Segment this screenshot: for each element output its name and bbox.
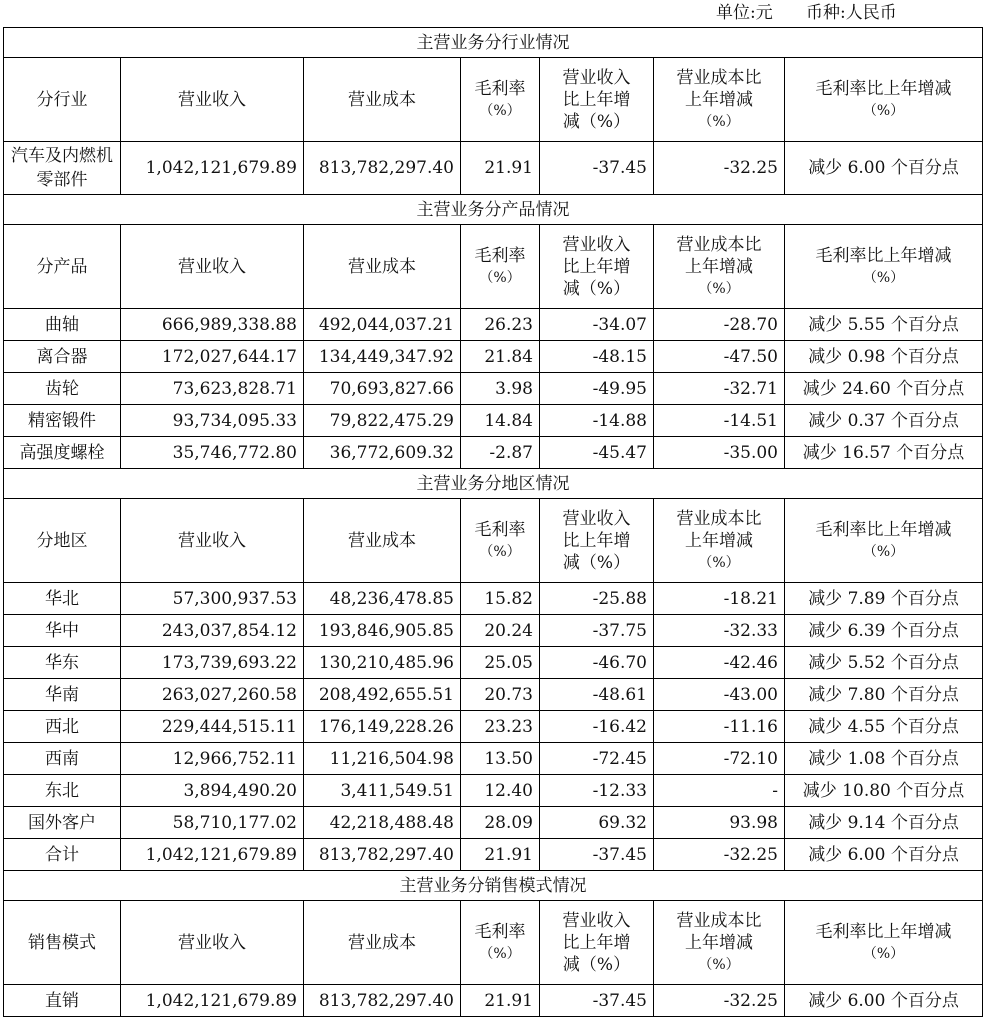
header-cost-change xyxy=(654,225,785,309)
table-row xyxy=(4,647,983,679)
row-revenue-change: -45.47 xyxy=(540,437,654,469)
row-cost: 48,236,478.85 xyxy=(304,583,461,615)
header-cost-chg-line2: 上年增减 xyxy=(685,89,753,110)
header-revenue: 营业收入 xyxy=(121,225,304,309)
row-cost: 11,216,504.98 xyxy=(304,743,461,775)
table-body xyxy=(4,28,983,1017)
row-cost: 42,218,488.48 xyxy=(304,807,461,839)
row-cost: 492,044,037.21 xyxy=(304,309,461,341)
header-cost: 营业成本 xyxy=(304,499,461,583)
table-row xyxy=(4,711,983,743)
row-revenue-change: 69.32 xyxy=(540,807,654,839)
row-gross-margin: 20.24 xyxy=(461,615,540,647)
row-revenue-change: -37.45 xyxy=(540,142,654,195)
header-gm-line2: （%） xyxy=(479,269,521,286)
row-gm-change: 减少 0.37 个百分点 xyxy=(785,405,983,437)
row-gm-change: 减少 16.57 个百分点 xyxy=(785,437,983,469)
row-gross-margin: 12.40 xyxy=(461,775,540,807)
header-revenue-change xyxy=(540,225,654,309)
row-gross-margin: 23.23 xyxy=(461,711,540,743)
row-cost: 813,782,297.40 xyxy=(304,839,461,871)
header-cost-chg-line2: 上年增减 xyxy=(685,932,753,953)
row-cost-change: -32.71 xyxy=(654,373,785,405)
header-rev-chg-line2: 比上年增 xyxy=(562,256,631,277)
row-name: 合计 xyxy=(4,839,121,871)
row-gross-margin: 25.05 xyxy=(461,647,540,679)
section-title: 主营业务分销售模式情况 xyxy=(4,871,983,901)
row-revenue-change: -48.15 xyxy=(540,341,654,373)
row-name: 曲轴 xyxy=(4,309,121,341)
header-cost-chg-line3: （%） xyxy=(698,113,740,130)
row-cost: 813,782,297.40 xyxy=(304,142,461,195)
row-gross-margin: 21.91 xyxy=(461,985,540,1017)
table-row xyxy=(4,775,983,807)
unit-line xyxy=(0,0,987,27)
header-cost-change xyxy=(654,499,785,583)
header-rev-chg-line1: 营业收入 xyxy=(562,234,631,255)
section-title-row xyxy=(4,195,983,225)
table-row xyxy=(4,807,983,839)
row-gross-margin: 21.84 xyxy=(461,341,540,373)
row-cost-change: -32.25 xyxy=(654,985,785,1017)
header-rev-chg-line3: 减（%） xyxy=(562,954,631,975)
row-name: 汽车及内燃机零部件 xyxy=(4,142,121,195)
row-revenue: 172,027,644.17 xyxy=(121,341,304,373)
row-gm-change: 减少 5.52 个百分点 xyxy=(785,647,983,679)
row-revenue: 1,042,121,679.89 xyxy=(121,985,304,1017)
row-revenue-change: -12.33 xyxy=(540,775,654,807)
header-gm-change xyxy=(785,499,983,583)
row-name: 离合器 xyxy=(4,341,121,373)
row-revenue-change: -34.07 xyxy=(540,309,654,341)
header-cost-chg-line3: （%） xyxy=(698,956,740,973)
header-gm-chg-line2: （%） xyxy=(862,945,905,962)
header-cost-chg-line1: 营业成本比 xyxy=(676,910,762,931)
row-revenue: 3,894,490.20 xyxy=(121,775,304,807)
row-gross-margin: 21.91 xyxy=(461,142,540,195)
header-revenue-change xyxy=(540,901,654,985)
header-gross-margin xyxy=(461,58,540,142)
row-cost-change: -14.51 xyxy=(654,405,785,437)
header-gm-chg-line2: （%） xyxy=(862,102,905,119)
header-gm-change xyxy=(785,225,983,309)
row-gm-change: 减少 7.80 个百分点 xyxy=(785,679,983,711)
header-cost-chg-line3: （%） xyxy=(698,280,740,297)
row-gm-change: 减少 6.00 个百分点 xyxy=(785,142,983,195)
row-gm-change: 减少 10.80 个百分点 xyxy=(785,775,983,807)
row-revenue-change: -37.45 xyxy=(540,839,654,871)
row-revenue: 173,739,693.22 xyxy=(121,647,304,679)
header-gm-line1: 毛利率 xyxy=(474,921,526,942)
business-table xyxy=(3,27,983,1017)
header-gross-margin xyxy=(461,901,540,985)
header-rev-chg-line3: 减（%） xyxy=(562,111,631,132)
header-cost: 营业成本 xyxy=(304,901,461,985)
row-gm-change: 减少 24.60 个百分点 xyxy=(785,373,983,405)
row-revenue-change: -37.75 xyxy=(540,615,654,647)
header-gm-line1: 毛利率 xyxy=(474,78,526,99)
header-gm-chg-line2: （%） xyxy=(862,269,905,286)
row-name: 齿轮 xyxy=(4,373,121,405)
header-revenue: 营业收入 xyxy=(121,499,304,583)
row-cost-change: 93.98 xyxy=(654,807,785,839)
header-row xyxy=(4,901,983,985)
row-cost: 193,846,905.85 xyxy=(304,615,461,647)
row-revenue-change: -46.70 xyxy=(540,647,654,679)
row-revenue: 57,300,937.53 xyxy=(121,583,304,615)
row-revenue: 58,710,177.02 xyxy=(121,807,304,839)
section-title-row xyxy=(4,28,983,58)
row-cost-change: -42.46 xyxy=(654,647,785,679)
currency-label: 币种:人民币 xyxy=(806,3,897,23)
header-revenue: 营业收入 xyxy=(121,58,304,142)
header-rev-chg-line1: 营业收入 xyxy=(562,67,631,88)
header-cost: 营业成本 xyxy=(304,225,461,309)
row-cost: 36,772,609.32 xyxy=(304,437,461,469)
header-gm-chg-line1: 毛利率比上年增减 xyxy=(815,245,952,266)
row-name: 国外客户 xyxy=(4,807,121,839)
row-cost-change: -47.50 xyxy=(654,341,785,373)
header-cost-chg-line3: （%） xyxy=(698,554,740,571)
row-cost-change: - xyxy=(654,775,785,807)
header-gm-chg-line1: 毛利率比上年增减 xyxy=(815,921,952,942)
row-name: 东北 xyxy=(4,775,121,807)
row-gross-margin: 14.84 xyxy=(461,405,540,437)
table-row xyxy=(4,583,983,615)
row-gm-change: 减少 4.55 个百分点 xyxy=(785,711,983,743)
section-title: 主营业务分行业情况 xyxy=(4,28,983,58)
row-cost-change: -32.33 xyxy=(654,615,785,647)
row-revenue: 243,037,854.12 xyxy=(121,615,304,647)
row-cost: 813,782,297.40 xyxy=(304,985,461,1017)
table-row xyxy=(4,142,983,195)
table-row xyxy=(4,341,983,373)
row-revenue: 263,027,260.58 xyxy=(121,679,304,711)
row-revenue: 666,989,338.88 xyxy=(121,309,304,341)
header-cost-chg-line1: 营业成本比 xyxy=(676,508,762,529)
header-gm-line1: 毛利率 xyxy=(474,519,526,540)
row-cost-change: -32.25 xyxy=(654,142,785,195)
row-cost-change: -11.16 xyxy=(654,711,785,743)
row-revenue-change: -25.88 xyxy=(540,583,654,615)
header-rev-chg-line3: 减（%） xyxy=(562,278,631,299)
row-gm-change: 减少 5.55 个百分点 xyxy=(785,309,983,341)
table-row xyxy=(4,839,983,871)
unit-label: 单位:元 xyxy=(716,3,773,23)
row-gross-margin: -2.87 xyxy=(461,437,540,469)
row-gross-margin: 20.73 xyxy=(461,679,540,711)
row-gross-margin: 3.98 xyxy=(461,373,540,405)
row-name: 华东 xyxy=(4,647,121,679)
row-cost-change: -28.70 xyxy=(654,309,785,341)
section-title-row xyxy=(4,469,983,499)
header-row xyxy=(4,499,983,583)
row-cost: 134,449,347.92 xyxy=(304,341,461,373)
row-revenue-change: -48.61 xyxy=(540,679,654,711)
header-revenue-change xyxy=(540,58,654,142)
row-name: 华南 xyxy=(4,679,121,711)
header-rev-chg-line2: 比上年增 xyxy=(562,89,631,110)
row-name: 华北 xyxy=(4,583,121,615)
header-gm-chg-line2: （%） xyxy=(862,543,905,560)
row-name: 西北 xyxy=(4,711,121,743)
header-rev-chg-line1: 营业收入 xyxy=(562,508,631,529)
section-title: 主营业务分产品情况 xyxy=(4,195,983,225)
header-gm-change xyxy=(785,901,983,985)
row-cost-change: -43.00 xyxy=(654,679,785,711)
header-cost-change xyxy=(654,58,785,142)
header-category: 分行业 xyxy=(4,58,121,142)
row-cost: 176,149,228.26 xyxy=(304,711,461,743)
row-gm-change: 减少 6.00 个百分点 xyxy=(785,985,983,1017)
header-category: 分产品 xyxy=(4,225,121,309)
header-cost-chg-line1: 营业成本比 xyxy=(676,234,762,255)
row-cost: 79,822,475.29 xyxy=(304,405,461,437)
row-name: 华中 xyxy=(4,615,121,647)
row-cost: 208,492,655.51 xyxy=(304,679,461,711)
table-row xyxy=(4,985,983,1017)
row-gm-change: 减少 9.14 个百分点 xyxy=(785,807,983,839)
row-revenue-change: -49.95 xyxy=(540,373,654,405)
row-gm-change: 减少 6.00 个百分点 xyxy=(785,839,983,871)
header-row xyxy=(4,225,983,309)
header-row xyxy=(4,58,983,142)
row-revenue: 73,623,828.71 xyxy=(121,373,304,405)
row-gm-change: 减少 1.08 个百分点 xyxy=(785,743,983,775)
table-row xyxy=(4,743,983,775)
row-revenue: 35,746,772.80 xyxy=(121,437,304,469)
header-gm-change xyxy=(785,58,983,142)
row-revenue: 12,966,752.11 xyxy=(121,743,304,775)
header-cost-change xyxy=(654,901,785,985)
row-name: 直销 xyxy=(4,985,121,1017)
header-gm-line2: （%） xyxy=(479,945,521,962)
row-name: 西南 xyxy=(4,743,121,775)
row-cost-change: -35.00 xyxy=(654,437,785,469)
row-revenue-change: -16.42 xyxy=(540,711,654,743)
table-row xyxy=(4,373,983,405)
table-row xyxy=(4,309,983,341)
row-revenue-change: -37.45 xyxy=(540,985,654,1017)
header-gm-line2: （%） xyxy=(479,543,521,560)
row-revenue: 93,734,095.33 xyxy=(121,405,304,437)
header-cost-chg-line2: 上年增减 xyxy=(685,530,753,551)
row-revenue: 1,042,121,679.89 xyxy=(121,839,304,871)
row-cost-change: -32.25 xyxy=(654,839,785,871)
header-gm-line1: 毛利率 xyxy=(474,245,526,266)
header-cost-chg-line2: 上年增减 xyxy=(685,256,753,277)
row-gross-margin: 13.50 xyxy=(461,743,540,775)
row-revenue-change: -72.45 xyxy=(540,743,654,775)
header-category: 销售模式 xyxy=(4,901,121,985)
table-row xyxy=(4,405,983,437)
header-gm-chg-line1: 毛利率比上年增减 xyxy=(815,519,952,540)
header-rev-chg-line2: 比上年增 xyxy=(562,530,631,551)
section-title: 主营业务分地区情况 xyxy=(4,469,983,499)
row-gm-change: 减少 6.39 个百分点 xyxy=(785,615,983,647)
row-cost-change: -18.21 xyxy=(654,583,785,615)
header-rev-chg-line2: 比上年增 xyxy=(562,932,631,953)
row-gm-change: 减少 7.89 个百分点 xyxy=(785,583,983,615)
header-revenue: 营业收入 xyxy=(121,901,304,985)
header-gm-line2: （%） xyxy=(479,102,521,119)
row-name: 精密锻件 xyxy=(4,405,121,437)
header-gm-chg-line1: 毛利率比上年增减 xyxy=(815,78,952,99)
header-category: 分地区 xyxy=(4,499,121,583)
row-cost-change: -72.10 xyxy=(654,743,785,775)
row-revenue: 229,444,515.11 xyxy=(121,711,304,743)
header-rev-chg-line1: 营业收入 xyxy=(562,910,631,931)
section-title-row xyxy=(4,871,983,901)
row-gross-margin: 15.82 xyxy=(461,583,540,615)
table-row xyxy=(4,437,983,469)
row-revenue-change: -14.88 xyxy=(540,405,654,437)
row-cost: 70,693,827.66 xyxy=(304,373,461,405)
header-cost: 营业成本 xyxy=(304,58,461,142)
table-row xyxy=(4,679,983,711)
row-gm-change: 减少 0.98 个百分点 xyxy=(785,341,983,373)
row-gross-margin: 26.23 xyxy=(461,309,540,341)
row-name: 高强度螺栓 xyxy=(4,437,121,469)
header-gross-margin xyxy=(461,225,540,309)
row-gross-margin: 21.91 xyxy=(461,839,540,871)
header-rev-chg-line3: 减（%） xyxy=(562,552,631,573)
row-cost: 3,411,549.51 xyxy=(304,775,461,807)
row-cost: 130,210,485.96 xyxy=(304,647,461,679)
row-gross-margin: 28.09 xyxy=(461,807,540,839)
header-cost-chg-line1: 营业成本比 xyxy=(676,67,762,88)
table-row xyxy=(4,615,983,647)
header-revenue-change xyxy=(540,499,654,583)
row-revenue: 1,042,121,679.89 xyxy=(121,142,304,195)
header-gross-margin xyxy=(461,499,540,583)
